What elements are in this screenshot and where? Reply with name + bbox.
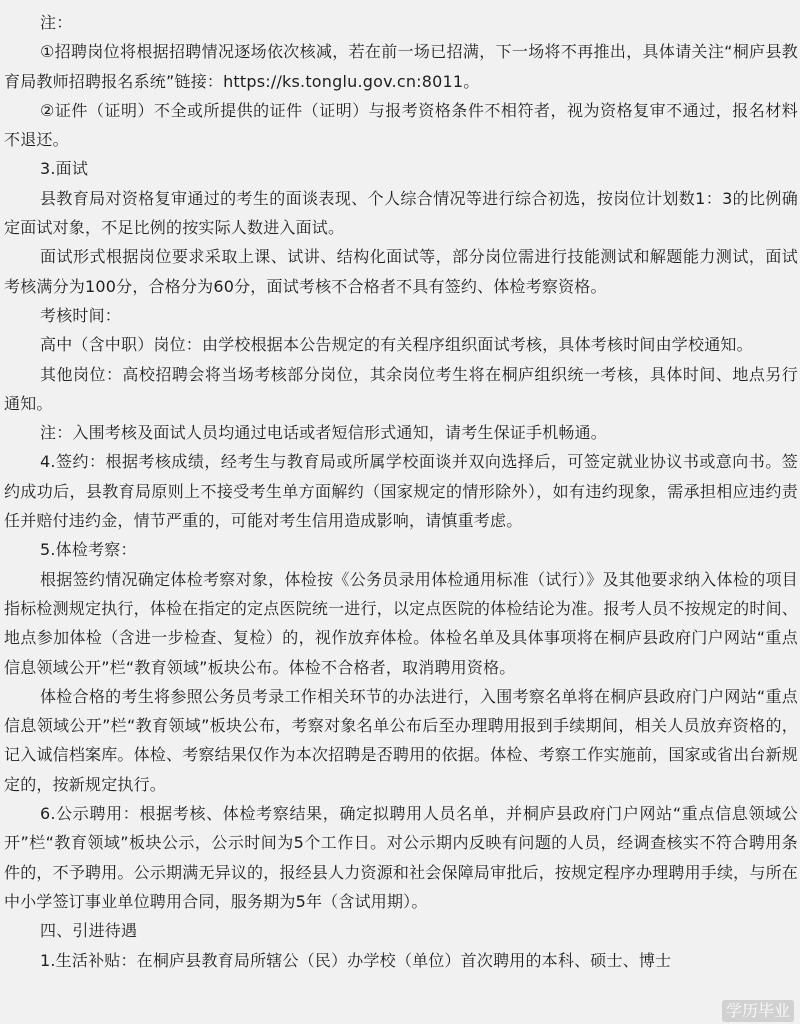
paragraph-medical-check: 根据签约情况确定体检考察对象，体检按《公务员录用体检通用标准（试行）》及其他要求纳入体检的项目指标检测规定执行，体检在指定的定点医院统一进行，以定点医院的体检结论为准。报考人员不按规定的时间、地点参加体检（含进一步检查、复检）的，视作放弃体检。体检名单及具体事项将在桐庐县政府门户网站“重点信息领域公开”栏“教育领域”板块公布。体检不合格者，取消聘用资格。 xyxy=(4,569,798,677)
paragraph-note-1: ①招聘岗位将根据招聘情况逐场依次核减，若在前一场已招满，下一场将不再推出，具体请关注“桐庐县教育局教师招聘报名系统”链接：https://ks.tonglu.gov.cn:8011。 xyxy=(4,42,798,91)
paragraph-notification-note: 注：入围考核及面试人员均通过电话或者短信形式通知，请考生保证手机畅通。 xyxy=(40,423,608,443)
paragraph-interview-selection: 县教育局对资格复审通过的考生的面谈表现、个人综合情况等进行综合初选，按岗位计划数1：3的比例确定面试对象，不足比例的按实际人数进入面试。 xyxy=(4,188,798,238)
watermark-label: 学历毕业 xyxy=(722,1000,794,1022)
section-heading-interview: 3.面试 xyxy=(40,159,89,179)
paragraph-inspection: 体检合格的考生将参照公务员考录工作相关环节的办法进行，入围考察名单将在桐庐县政府门户网站“重点信息领域公开”栏“教育领域”板块公布，考察对象名单公布后至办理聘用报到手续期间，相关人员放弃资格的，记入诚信档案库。体检、考察结果仅作为本次招聘是否聘用的依据。体检、考察工作实施前，国家或省出台新规定的，按新规定执行。 xyxy=(4,686,798,794)
paragraph-publicity-hiring: 6.公示聘用：根据考核、体检考察结果，确定拟聘用人员名单，并桐庐县政府门户网站“重点信息领域公开”栏“教育领域”板块公示，公示时间为5个工作日。对公示期内反映有问题的人员，经调查核实不符合聘用条件的，不予聘用。公示期满无异议的，报经县人力资源和社会保障局审批后，按规定程序办理聘用手续，与所在中小学签订事业单位聘用合同，服务期为5年（含试用期）。 xyxy=(4,804,798,911)
paragraph-interview-format: 面试形式根据岗位要求采取上课、试讲、结构化面试等，部分岗位需进行技能测试和解题能力测试，面试考核满分为100分，合格分为60分，面试考核不合格者不具有签约、体检考察资格。 xyxy=(4,247,798,296)
section-heading-benefits: 四、引进待遇 xyxy=(40,921,138,941)
paragraph-note-2: ②证件（证明）不全或所提供的证件（证明）与报考资格条件不相符者，视为资格复审不通过，报名材料不退还。 xyxy=(4,100,798,150)
paragraph-signing: 4.签约：根据考核成绩，经考生与教育局或所属学校面谈并双向选择后，可签定就业协议书或意向书。签约成功后，县教育局原则上不接受考生单方面解约（国家规定的情形除外），如有违约现象，需承担相应违约责任并赔付违约金，情节严重的，可能对考生信用造成影响，请慎重考虑。 xyxy=(4,452,798,531)
paragraph-highschool-positions: 高中（含中职）岗位：由学校根据本公告规定的有关程序组织面试考核，具体考核时间由学校通知。 xyxy=(40,335,753,355)
paragraph-living-subsidy: 1.生活补贴：在桐庐县教育局所辖公（民）办学校（单位）首次聘用的本科、硕士、博士 xyxy=(40,950,672,970)
paragraph-other-positions: 其他岗位：高校招聘会将当场考核部分岗位，其余岗位考生将在桐庐组织统一考核，具体时间、地点另行通知。 xyxy=(4,364,798,413)
paragraph-assessment-time-heading: 考核时间： xyxy=(40,305,122,325)
section-heading-medical-check: 5.体检考察： xyxy=(40,540,137,560)
paragraph-note-heading: 注： xyxy=(40,13,73,32)
